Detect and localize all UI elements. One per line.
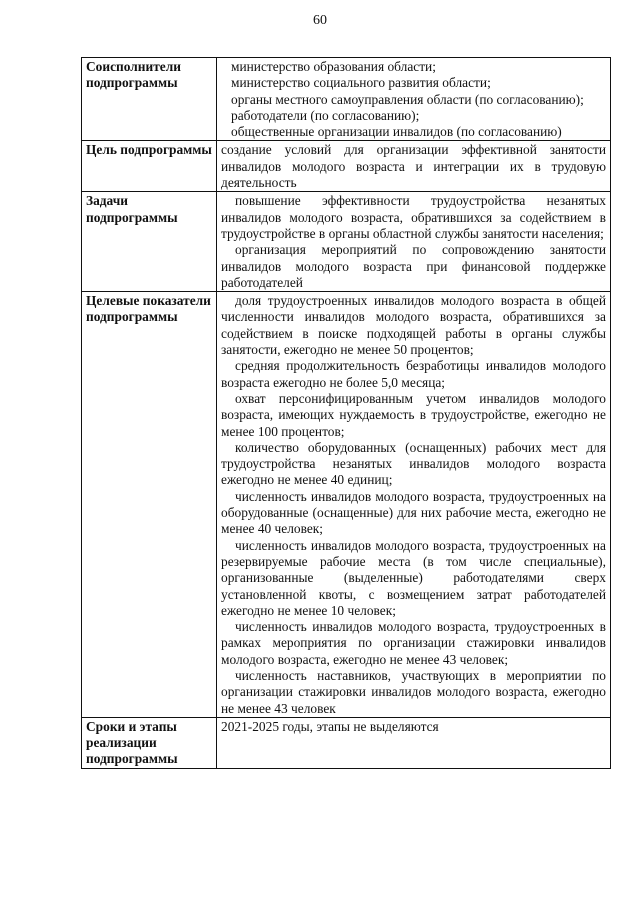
row-label-co-executors: Соисполнители подпрограммы xyxy=(82,58,217,141)
paragraph: численность наставников, участвующих в мероприятии по организации стажировки инвалидов молодого возраста, ежегодно не менее 43 человек xyxy=(221,667,606,716)
paragraph: создание условий для организации эффективной занятости инвалидов молодого возраста и интеграции их в трудовую деятельность xyxy=(221,142,606,191)
row-label-timeline: Сроки и этапы реализации подпрограммы xyxy=(82,717,217,768)
row-label-indicators: Целевые показатели подпрограммы xyxy=(82,292,217,718)
row-label-tasks: Задачи подпрограммы xyxy=(82,192,217,292)
paragraph: численность инвалидов молодого возраста, трудоустроенных на оборудованные (оснащенные) для них рабочие места, ежегодно не менее 40 человек; xyxy=(221,488,606,537)
paragraph: органы местного самоуправления области (по согласованию); xyxy=(231,91,584,107)
table-row-co-executors xyxy=(82,58,611,141)
subprogram-passport-table xyxy=(81,57,611,769)
row-content-indicators xyxy=(217,292,611,718)
paragraph: общественные организации инвалидов (по согласованию) xyxy=(231,124,562,140)
page-number: 60 xyxy=(313,13,327,28)
paragraph: министерство образования области; xyxy=(231,59,436,74)
paragraph: численность инвалидов молодого возраста, трудоустроенных в рамках мероприятия по организации стажировки инвалидов молодого возраста, ежегодно не менее 43 человек; xyxy=(221,619,606,667)
paragraph: средняя продолжительность безработицы инвалидов молодого возраста ежегодно не более 5,0 месяца; xyxy=(221,358,606,390)
paragraph: министерство социального развития области; xyxy=(231,75,491,91)
paragraph: численность инвалидов молодого возраста, трудоустроенных на резервируемые рабочие места (в том числе специальные), организованные (выделенные) работодателями сверх установленной квоты, с возмещением затрат работодателей ежегодно не менее 10 человек; xyxy=(221,537,606,618)
row-content-co-executors xyxy=(217,58,611,141)
paragraph: количество оборудованных (оснащенных) рабочих мест для трудоустройства незанятых инвалидов молодого возраста ежегодно не менее 40 единиц; xyxy=(221,439,606,488)
table-row-indicators xyxy=(82,292,611,718)
paragraph: охват персонифицированным учетом инвалидов молодого возраста, имеющих нуждаемость в трудоустройстве, ежегодно не менее 100 процентов; xyxy=(221,390,606,439)
table-row-goal xyxy=(82,141,611,192)
table-row-tasks xyxy=(82,192,611,292)
paragraph: доля трудоустроенных инвалидов молодого возраста в общей численности инвалидов молодого возраста, обратившихся за содействием в поиске подходящей работы в органы службы занятости, ежегодно не менее 50 процентов; xyxy=(221,293,606,358)
row-content-goal xyxy=(217,141,611,192)
table-row-timeline xyxy=(82,717,611,768)
row-label-goal: Цель подпрограммы xyxy=(82,141,217,192)
paragraph: работодатели (по согласованию); xyxy=(231,107,420,123)
paragraph: повышение эффективности трудоустройства незанятых инвалидов молодого возраста, обратившихся за содействием в трудоустройстве в органы областной службы занятости населения; xyxy=(221,193,606,241)
row-content-timeline xyxy=(217,717,611,768)
row-content-tasks xyxy=(217,192,611,292)
paragraph: 2021-2025 годы, этапы не выделяются xyxy=(221,718,439,734)
paragraph: организация мероприятий по сопровождению занятости инвалидов молодого возраста при финансовой поддержке работодателей xyxy=(221,242,606,290)
